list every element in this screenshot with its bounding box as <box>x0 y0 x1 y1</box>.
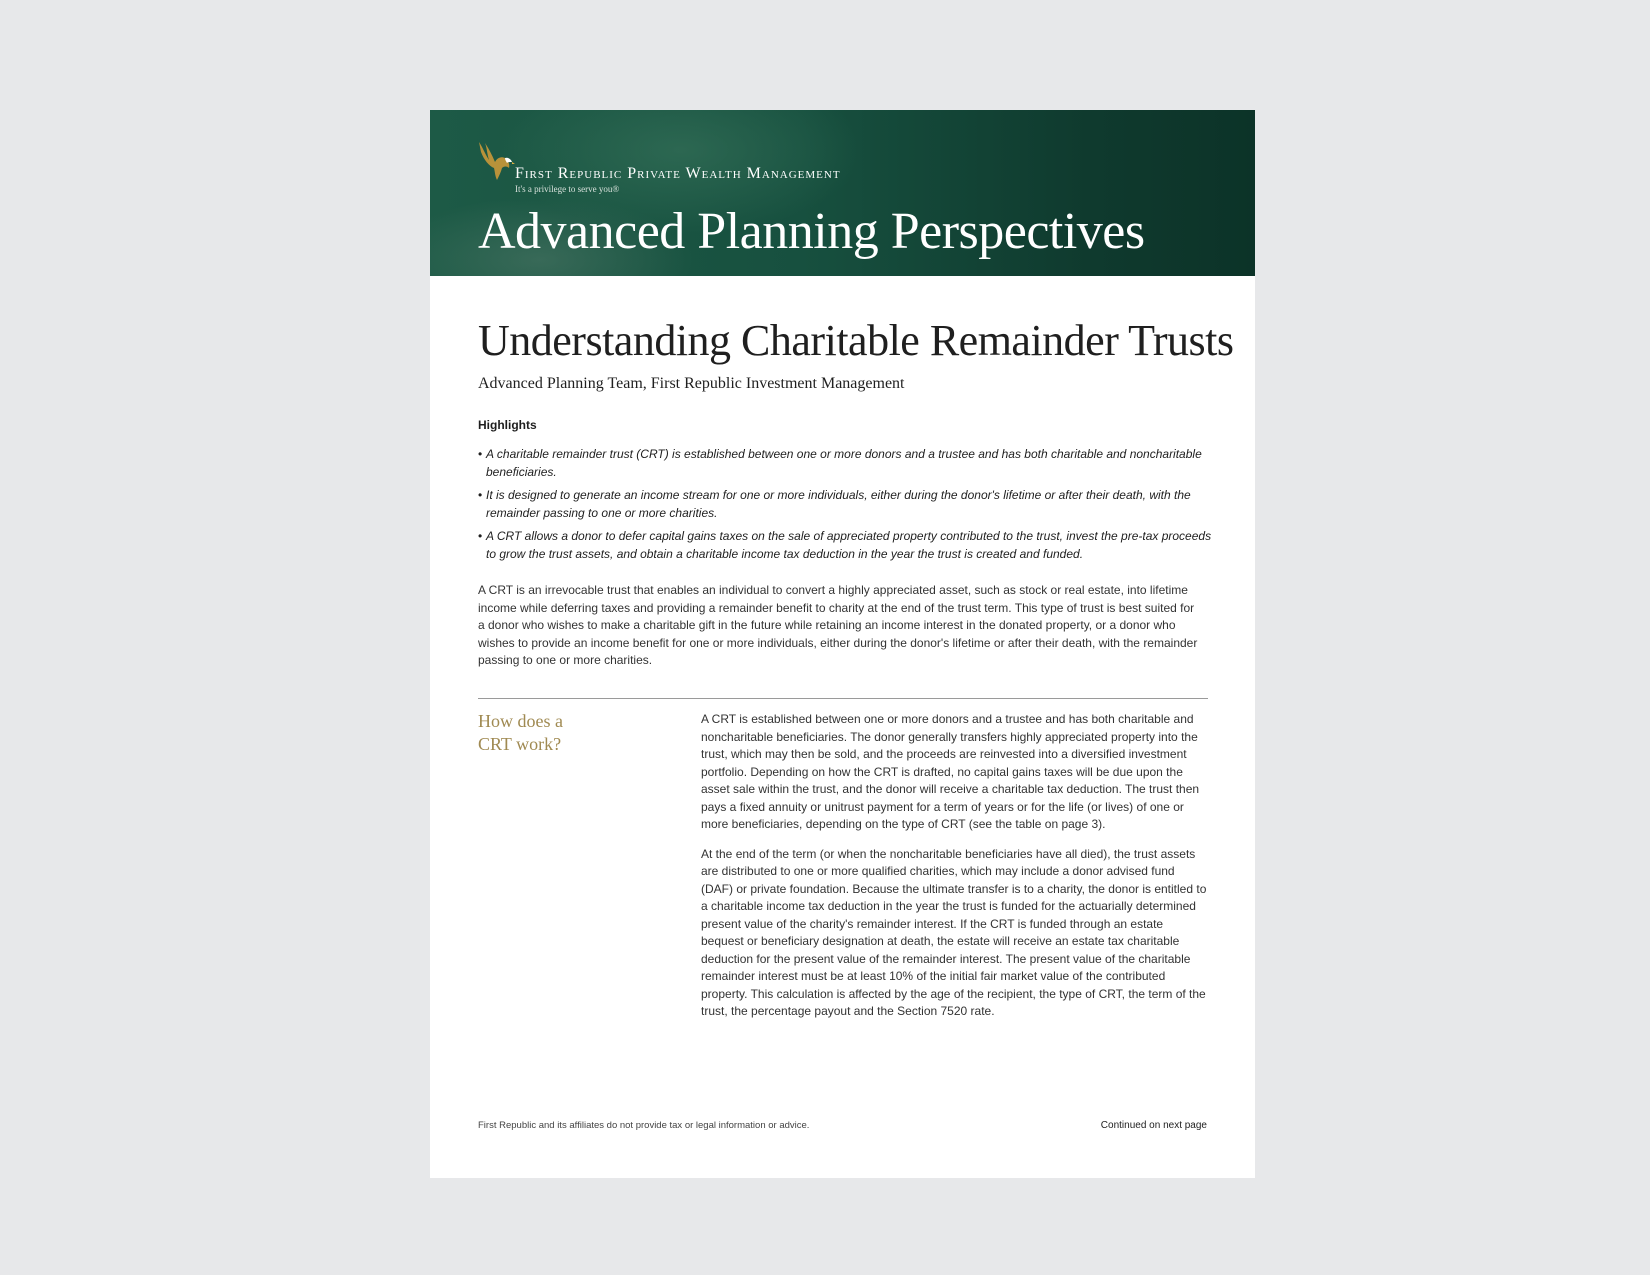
section-heading-line: CRT work? <box>478 734 562 754</box>
document-title: Understanding Charitable Remainder Trusts <box>478 316 1234 365</box>
brand-name: First Republic Private Wealth Management <box>515 165 841 182</box>
section-divider <box>478 698 1208 699</box>
publication-title: Advanced Planning Perspectives <box>478 203 1145 260</box>
highlight-item: • It is designed to generate an income stream for one or more individuals, either during the donor's lifetime or after their death, with the remainder passing to one or more charities. <box>478 487 1213 522</box>
document-author: Advanced Planning Team, First Republic Investment Management <box>478 375 905 392</box>
highlight-item: • A CRT allows a donor to defer capital gains taxes on the sale of appreciated property contributed to the trust, invest the pre-tax proceeds to grow the trust assets, and obtain a charitable income tax deduction in the year the trust is created and funded. <box>478 528 1213 563</box>
header-banner <box>430 110 1255 276</box>
footer-disclaimer: First Republic and its affiliates do not provide tax or legal information or advice. <box>478 1120 810 1131</box>
brand-tagline: It's a privilege to serve you® <box>515 184 620 194</box>
section-paragraph: A CRT is established between one or more donors and a trustee and has both charitable and noncharitable beneficiaries. The donor generally transfers highly appreciated property into the trust, which may then be sold, and the proceeds are reinvested into a diversified investment portfolio. Depending on how the CRT is drafted, no capital gains taxes will be due upon the asset sale within the trust, and the donor will receive a charitable tax deduction. The trust then pays a fixed annuity or unitrust payment for a term of years or for the life (or lives) of one or more beneficiaries, depending on the type of CRT (see the table on page 3). <box>701 712 1200 831</box>
highlights-heading: Highlights <box>478 418 537 432</box>
section-heading-line: How does a <box>478 711 563 731</box>
section-paragraph: At the end of the term (or when the noncharitable beneficiaries have all died), the trust assets are distributed to one or more qualified charities, which may include a donor advised fund (DAF) or private foundation. Because the ultimate transfer is to a charity, the donor is entitled to a charitable income tax deduction in the year the trust is funded for the actuarially determined present value of the charity's remainder interest. If the CRT is funded through an estate bequest or beneficiary designation at death, the estate will receive an estate tax charitable deduction for the present value of the remainder interest. The present value of the charitable remainder interest must be at least 10% of the initial fair market value of the contributed property. This calculation is affected by the age of the recipient, the type of CRT, the term of the trust, the percentage payout and the Section 7520 rate. <box>701 846 1207 1018</box>
intro-paragraph: A CRT is an irrevocable trust that enables an individual to convert a highly appreciated asset, such as stock or real estate, into lifetime income while deferring taxes and providing a remainder benefit to charity at the end of the trust term. This type of trust is best suited for a donor who wishes to make a charitable gift in the future while retaining an income interest in the donated property, or a donor who wishes to provide an income benefit for one or more individuals, either during the donor's lifetime or after their death, with the remainder passing to one or more charities. <box>478 583 1198 667</box>
document-page <box>430 110 1255 1178</box>
highlight-item: • A charitable remainder trust (CRT) is established between one or more donors and a trustee and has both charitable and noncharitable beneficiaries. <box>478 446 1213 481</box>
continued-note: Continued on next page <box>1100 1120 1207 1131</box>
highlights-list <box>478 446 1213 569</box>
section-body <box>701 711 1207 1033</box>
section-heading <box>478 710 618 756</box>
eagle-logo-icon <box>475 140 517 184</box>
